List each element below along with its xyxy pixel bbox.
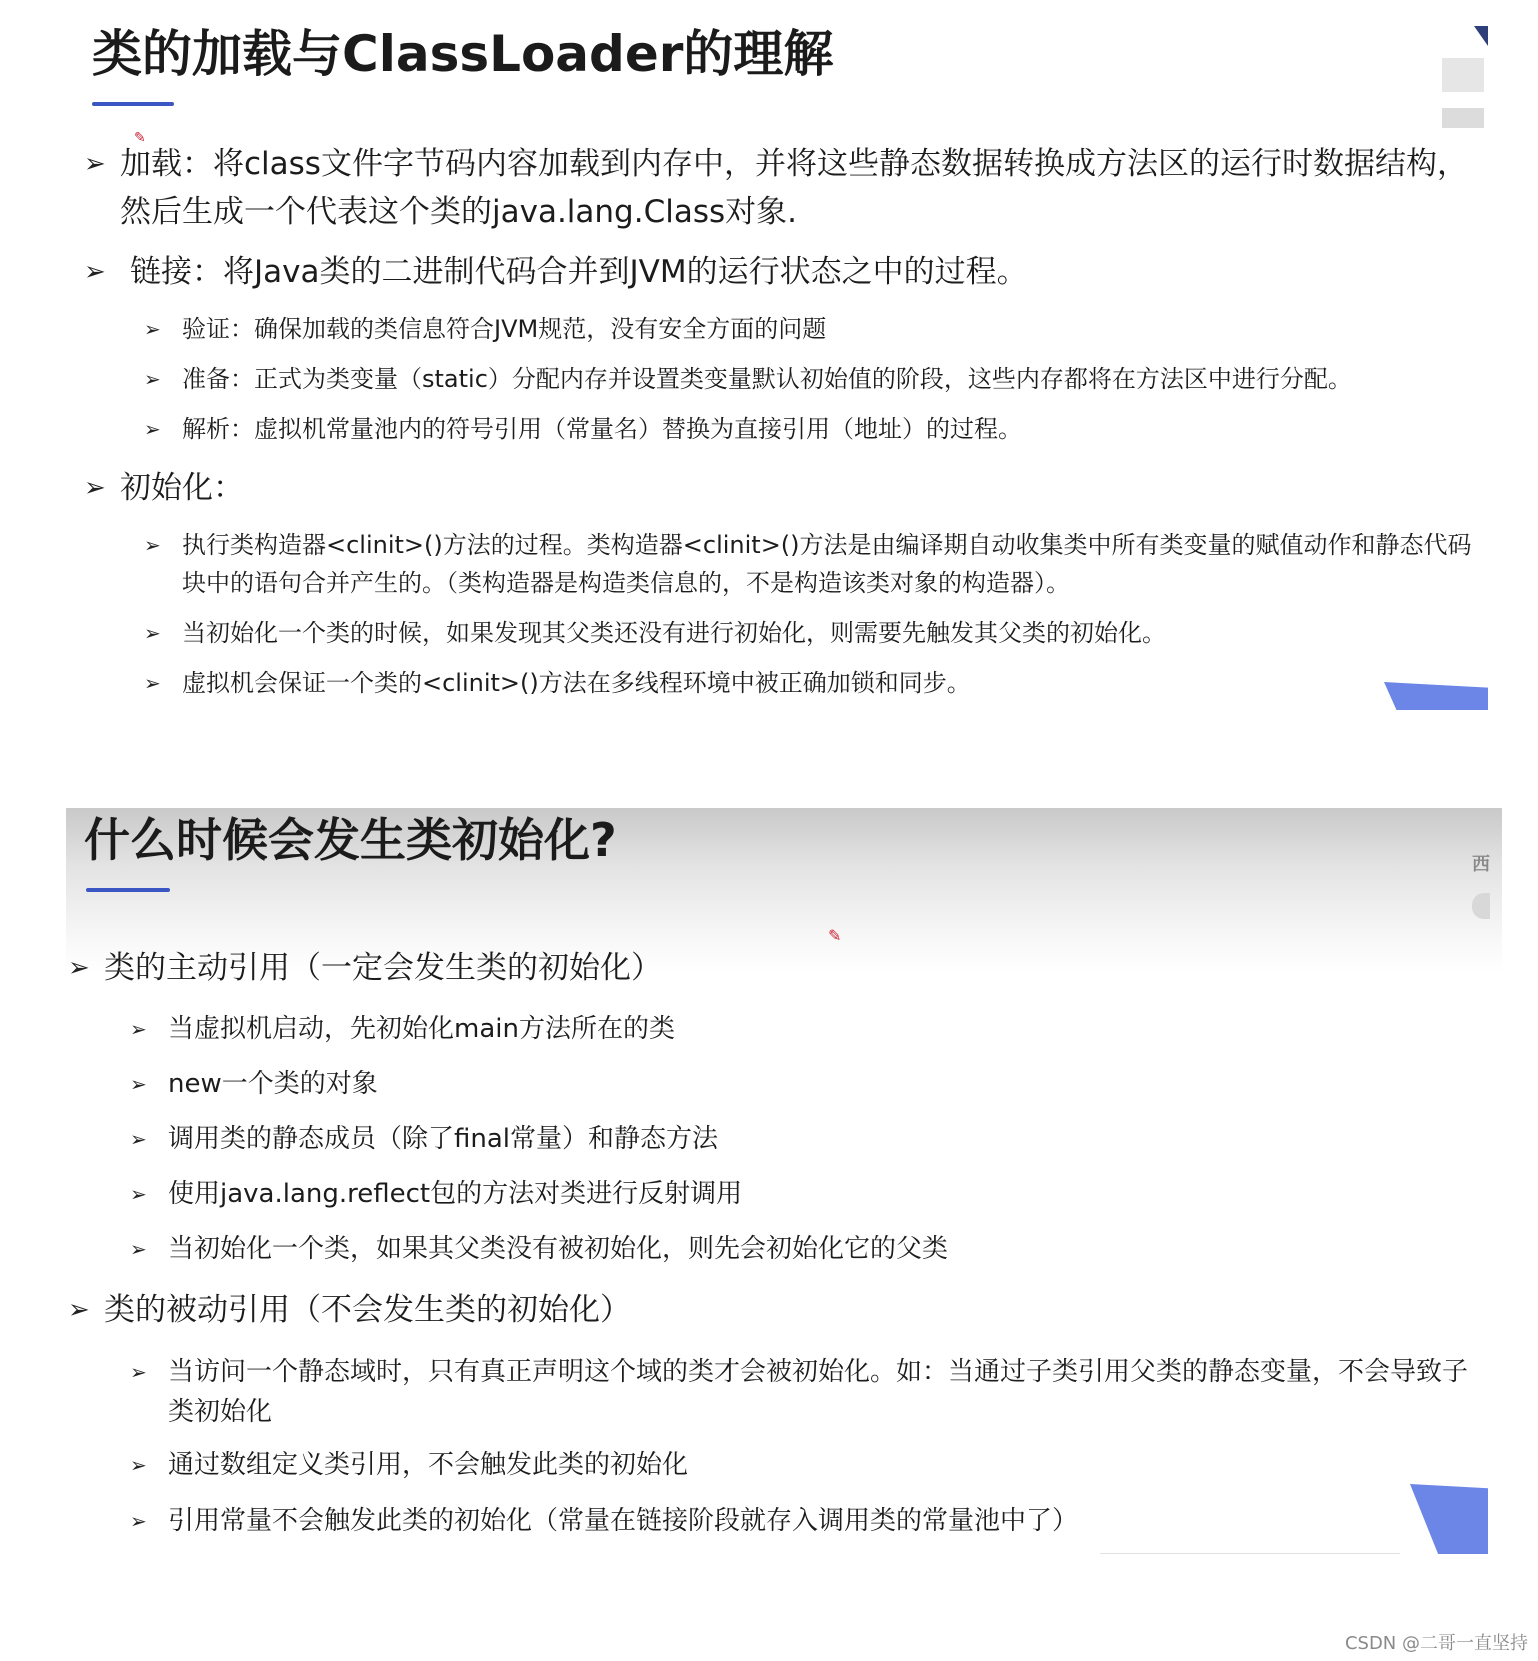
- bullet-arrow-icon: ➢: [144, 621, 161, 645]
- bullet-text: 通过数组定义类引用，不会触发此类的初始化: [168, 1450, 689, 1480]
- slide2-title: 什么时候会发生类初始化?: [84, 813, 617, 867]
- bullet-arrow-icon: ➢: [68, 953, 90, 983]
- slide2-sub-constant-ref: [130, 1502, 1410, 1540]
- slide1-title-underline: [92, 102, 174, 106]
- bullet-text: new一个类的对象: [168, 1069, 378, 1099]
- bullet-arrow-icon: ➢: [130, 1182, 147, 1206]
- bullet-text: 引用常量不会触发此类的初始化（常量在链接阶段就存入调用类的常量池中了）: [168, 1506, 1079, 1536]
- blurred-thumbnail-2: [1442, 108, 1484, 128]
- slide1-sub-parent-init: [144, 614, 1484, 652]
- slide1-sub-verify: [144, 310, 1484, 348]
- slide2-sub-reflect: [130, 1175, 1490, 1213]
- slide2-corner-decoration: [1410, 1484, 1488, 1554]
- slide2-bottom-rule: [1100, 1553, 1400, 1554]
- bullet-text: 加载：将class文件字节码内容加载到内存中，并将这些静态数据转换成方法区的运行时数据结构，然后生成一个代表这个类的java.lang.Class对象.: [120, 146, 1468, 230]
- bullet-arrow-icon: ➢: [144, 417, 161, 441]
- bullet-arrow-icon: ➢: [84, 473, 106, 503]
- slide2-bullet-passive-ref: [68, 1286, 1488, 1334]
- slide2-sub-static-field: [130, 1352, 1490, 1432]
- bullet-text: 执行类构造器<clinit>()方法的过程。类构造器<clinit>()方法是由编译期自动收集类中所有类变量的赋值动作和静态代码块中的语句合并产生的。（类构造器是构造类信息的，不是构造该类对象的构造器）。: [182, 531, 1472, 597]
- slide1-title: 类的加载与ClassLoader的理解: [92, 25, 834, 83]
- slide2-sub-main-class: [130, 1010, 1490, 1048]
- slide1-sub-clinit: [144, 526, 1484, 602]
- slide1-bullet-loading: [84, 140, 1494, 236]
- pen-cursor-icon: ✎: [828, 926, 842, 945]
- bullet-text: 解析：虚拟机常量池内的符号引用（常量名）替换为直接引用（地址）的过程。: [182, 415, 1022, 443]
- slide1-bullet-linking: [84, 248, 1494, 296]
- bullet-text: 初始化：: [120, 470, 244, 506]
- bullet-text: 类的被动引用（不会发生类的初始化）: [104, 1292, 631, 1328]
- blurred-thumbnail: [1442, 58, 1484, 92]
- bullet-arrow-icon: ➢: [144, 317, 161, 341]
- bullet-text: 虚拟机会保证一个类的<clinit>()方法在多线程环境中被正确加锁和同步。: [182, 669, 971, 697]
- bullet-text: 类的主动引用（一定会发生类的初始化）: [104, 950, 662, 986]
- bullet-text: 准备：正式为类变量（static）分配内存并设置类变量默认初始值的阶段，这些内存都将在方法区中进行分配。: [182, 365, 1352, 393]
- bullet-arrow-icon: ➢: [130, 1509, 147, 1533]
- slide1-sub-sync: [144, 664, 1454, 702]
- bullet-text: 验证：确保加载的类信息符合JVM规范，没有安全方面的问题: [182, 315, 827, 343]
- slide2-side-dot: [1472, 893, 1490, 919]
- bullet-arrow-icon: ➢: [68, 1295, 90, 1325]
- bullet-arrow-icon: ➢: [84, 257, 106, 287]
- bullet-arrow-icon: ➢: [144, 533, 161, 557]
- slide1-bullet-init: [84, 464, 1494, 512]
- slide2-sub-array-ref: [130, 1446, 1490, 1484]
- bullet-text: 当初始化一个类的时候，如果发现其父类还没有进行初始化，则需要先触发其父类的初始化。: [182, 619, 1166, 647]
- bullet-text: 当初始化一个类，如果其父类没有被初始化，则先会初始化它的父类: [168, 1234, 949, 1264]
- bullet-text: 链接：将Java类的二进制代码合并到JVM的运行状态之中的过程。: [130, 254, 1028, 290]
- bullet-text: 调用类的静态成员（除了final常量）和静态方法: [168, 1124, 719, 1154]
- bullet-arrow-icon: ➢: [84, 149, 106, 179]
- slide1-sub-resolve: [144, 410, 1484, 448]
- slide2-sub-parent-class: [130, 1230, 1490, 1268]
- footer-watermark: CSDN @二哥一直坚持: [1344, 1633, 1528, 1654]
- bullet-arrow-icon: ➢: [130, 1017, 147, 1041]
- bullet-arrow-icon: ➢: [130, 1072, 147, 1096]
- bullet-arrow-icon: ➢: [130, 1127, 147, 1151]
- bullet-arrow-icon: ➢: [130, 1453, 147, 1477]
- bullet-text: 当访问一个静态域时，只有真正声明这个域的类才会被初始化。如：当通过子类引用父类的静态变量，不会导致子类初始化: [168, 1357, 1469, 1427]
- slide2-side-char: 西: [1472, 854, 1490, 875]
- slide1-sub-prepare: [144, 360, 1484, 398]
- slide2-bullet-active-ref: [68, 944, 1488, 992]
- bullet-arrow-icon: ➢: [130, 1360, 147, 1384]
- bullet-arrow-icon: ➢: [144, 367, 161, 391]
- slide2-title-underline: [86, 888, 170, 892]
- slide2-sub-new-object: [130, 1065, 1490, 1103]
- bullet-text: 当虚拟机启动，先初始化main方法所在的类: [168, 1014, 675, 1044]
- pen-cursor-icon: ✎: [134, 130, 146, 146]
- bullet-text: 使用java.lang.reflect包的方法对类进行反射调用: [168, 1179, 743, 1209]
- bullet-arrow-icon: ➢: [130, 1237, 147, 1261]
- corner-mark: [1474, 26, 1488, 46]
- slide2-sub-static-member: [130, 1120, 1490, 1158]
- bullet-arrow-icon: ➢: [144, 671, 161, 695]
- slide1-corner-decoration: [1384, 682, 1488, 710]
